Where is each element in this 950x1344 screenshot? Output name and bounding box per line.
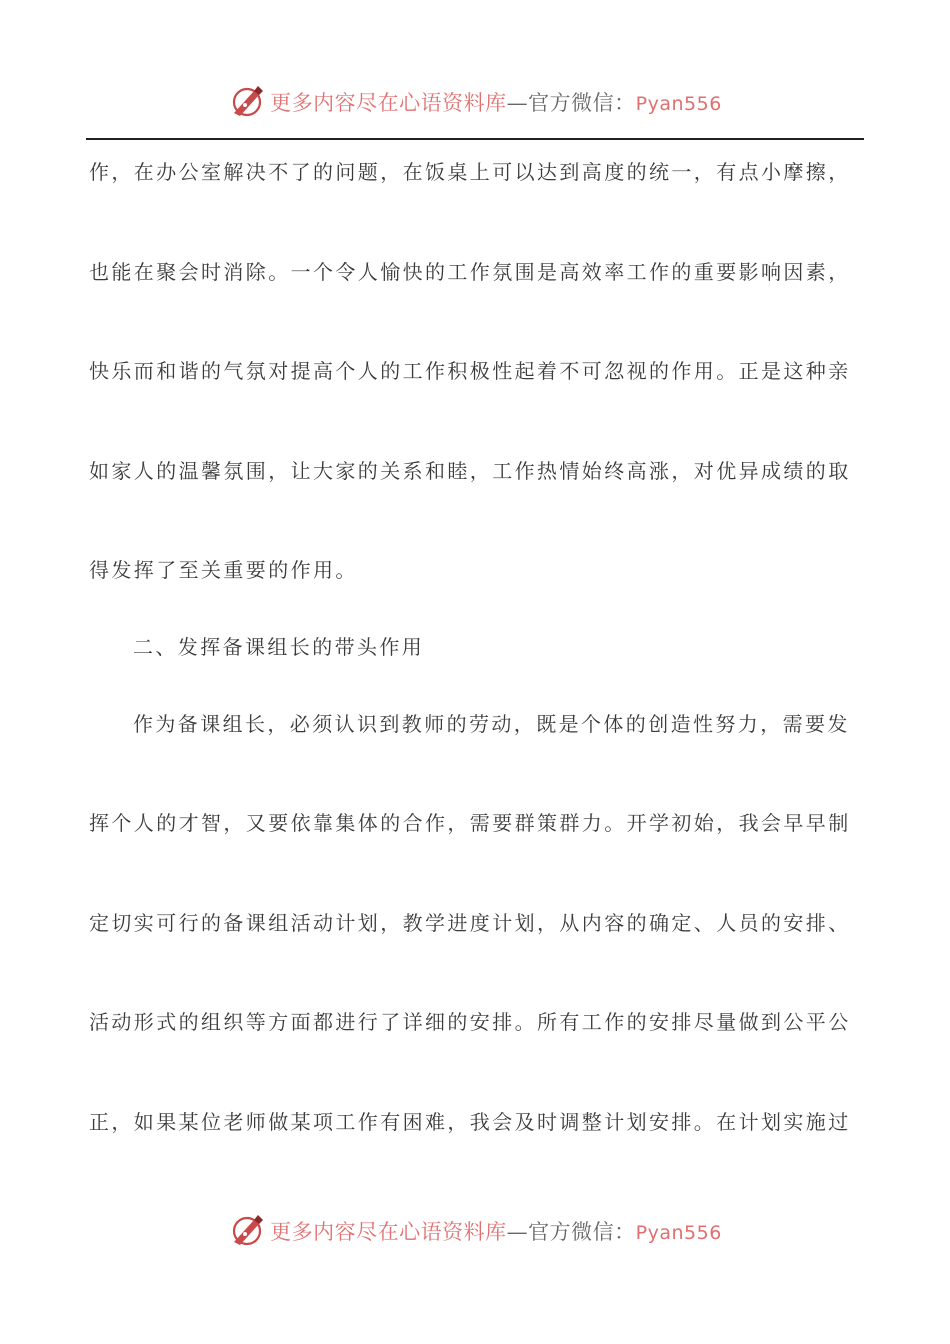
pen-nib-logo-icon [228, 83, 266, 121]
footer-banner [0, 1211, 950, 1251]
footer-wechat-id: Pyan556 [635, 1222, 722, 1244]
body-line-5: 得发挥了至关重要的作用。 [89, 558, 358, 582]
footer-brand: 更多内容尽在心语资料库 [270, 1220, 507, 1244]
pen-nib-logo-icon [228, 1212, 266, 1250]
body-line-7: 作为备课组长，必须认识到教师的劳动，既是个体的创造性努力，需要发 [133, 712, 850, 736]
body-line-4: 如家人的温馨氛围，让大家的关系和睦，工作热情始终高涨，对优异成绩的取 [89, 459, 851, 483]
footer-text [270, 1216, 722, 1246]
header-banner [0, 82, 950, 122]
header-divider [86, 138, 864, 140]
header-dash: — [506, 91, 529, 115]
body-line-10: 活动形式的组织等方面都进行了详细的安排。所有工作的安排尽量做到公平公 [89, 1010, 851, 1034]
body-line-11: 正，如果某位老师做某项工作有困难，我会及时调整计划安排。在计划实施过 [89, 1110, 851, 1134]
header-brand: 更多内容尽在心语资料库 [270, 91, 507, 115]
header-text [270, 87, 722, 117]
footer-wechat-label: 官方微信： [528, 1220, 636, 1244]
body-line-8: 挥个人的才智，又要依靠集体的合作，需要群策群力。开学初始，我会早早制 [89, 811, 851, 835]
header-wechat-label: 官方微信： [528, 91, 636, 115]
section-heading: 二、发挥备课组长的带头作用 [133, 635, 425, 659]
body-line-3: 快乐而和谐的气氛对提高个人的工作积极性起着不可忽视的作用。正是这种亲 [89, 359, 851, 383]
body-line-2: 也能在聚会时消除。一个令人愉快的工作氛围是高效率工作的重要影响因素， [89, 260, 851, 284]
footer-dash: — [506, 1220, 529, 1244]
body-line-1: 作，在办公室解决不了的问题，在饭桌上可以达到高度的统一，有点小摩擦， [89, 160, 851, 184]
body-line-9: 定切实可行的备课组活动计划，教学进度计划，从内容的确定、人员的安排、 [89, 911, 851, 935]
header-wechat-id: Pyan556 [635, 93, 722, 115]
